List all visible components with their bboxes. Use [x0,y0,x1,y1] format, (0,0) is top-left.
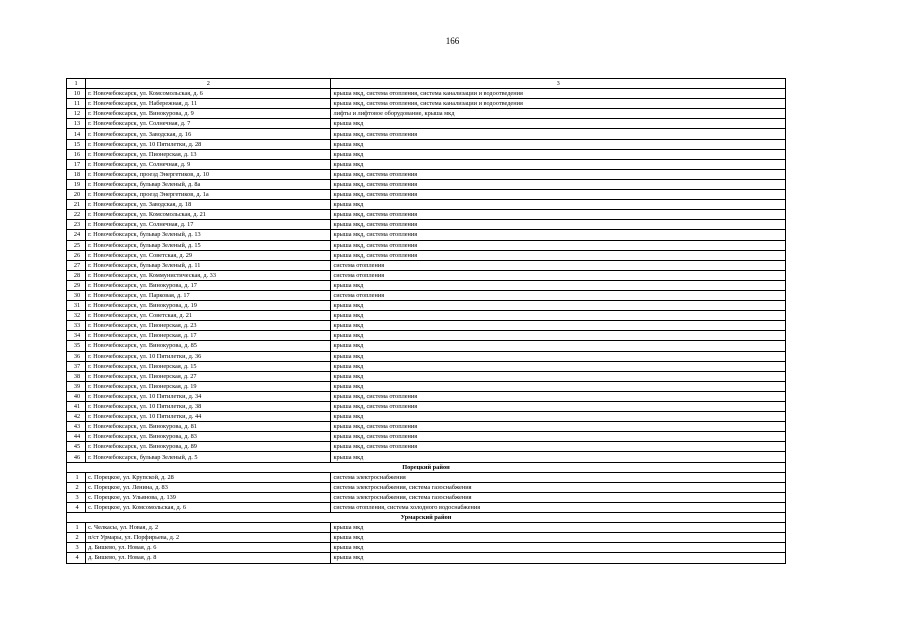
row-address: с. Порецкое, ул. Крупской, д. 28 [86,472,331,482]
row-number: 23 [67,220,86,230]
row-address: г. Новочебоксарск, ул. Заводская, д. 18 [86,200,331,210]
row-work-type: система отопления [331,270,786,280]
row-number: 10 [67,89,86,99]
row-work-type: крыша мкд, система отопления [331,402,786,412]
table-row [67,129,786,139]
row-number: 32 [67,311,86,321]
row-number: 35 [67,341,86,351]
table-row [67,301,786,311]
row-work-type: крыша мкд, система отопления [331,179,786,189]
row-address: г. Новочебоксарск, ул. Пионерская, д. 23 [86,321,331,331]
table-row [67,452,786,462]
table-row [67,331,786,341]
table-row [67,250,786,260]
table-row [67,381,786,391]
row-address: г. Новочебоксарск, ул. 10 Пятилетки, д. 28 [86,139,331,149]
row-number: 13 [67,119,86,129]
row-number: 20 [67,190,86,200]
row-address: г. Новочебоксарск, ул. Парковая, д. 17 [86,290,331,300]
table-row [67,280,786,290]
row-number: 28 [67,270,86,280]
table-row [67,240,786,250]
row-number: 41 [67,402,86,412]
row-number: 39 [67,381,86,391]
row-work-type: крыша мкд, система отопления, система канализации и водоотведения [331,99,786,109]
row-work-type: крыша мкд, система отопления [331,240,786,250]
row-number: 43 [67,422,86,432]
row-work-type: система отопления, система холодного водоснабжения [331,502,786,512]
row-address: с. Порецкое, ул. Ленина, д. 83 [86,482,331,492]
row-work-type: крыша мкд [331,200,786,210]
row-work-type: крыша мкд [331,159,786,169]
table-row [67,502,786,512]
row-number: 3 [67,543,86,553]
row-number: 19 [67,179,86,189]
table-row [67,89,786,99]
table-row [67,200,786,210]
row-address: г. Новочебоксарск, бульвар Зеленый, д. 11 [86,260,331,270]
row-address: г. Новочебоксарск, ул. Винокурова, д. 9 [86,109,331,119]
row-address: г. Новочебоксарск, ул. Советская, д. 29 [86,250,331,260]
row-address: д. Бишево, ул. Новая, д. 8 [86,553,331,563]
table-row [67,311,786,321]
row-work-type: система отопления [331,290,786,300]
row-address: г. Новочебоксарск, ул. Пионерская, д. 15 [86,361,331,371]
row-work-type: крыша мкд, система отопления [331,442,786,452]
row-address: г. Новочебоксарск, ул. Винокурова, д. 89 [86,442,331,452]
table-row [67,442,786,452]
table-row [67,149,786,159]
table-row [67,533,786,543]
row-work-type: крыша мкд, система отопления [331,250,786,260]
row-address: г. Новочебоксарск, ул. Винокурова, д. 17 [86,280,331,290]
row-address: г. Новочебоксарск, ул. Винокурова, д. 81 [86,422,331,432]
row-work-type: система отопления [331,260,786,270]
row-number: 22 [67,210,86,220]
row-work-type: крыша мкд [331,139,786,149]
row-work-type: крыша мкд [331,119,786,129]
row-address: г. Новочебоксарск, ул. Пионерская, д. 13 [86,149,331,159]
table-row [67,290,786,300]
row-number: 14 [67,129,86,139]
row-number: 2 [67,533,86,543]
row-number: 36 [67,351,86,361]
row-number: 42 [67,412,86,422]
row-number: 4 [67,502,86,512]
row-address: г. Новочебоксарск, ул. Комсомольская, д. 6 [86,89,331,99]
row-address: д. Бишево, ул. Новая, д. 6 [86,543,331,553]
table-row [67,159,786,169]
row-number: 21 [67,200,86,210]
row-address: г. Новочебоксарск, ул. 10 Пятилетки, д. 44 [86,412,331,422]
row-work-type: крыша мкд, система отопления [331,422,786,432]
row-number: 16 [67,149,86,159]
row-number: 3 [67,492,86,502]
row-address: г. Новочебоксарск, бульвар Зеленый, д. 13 [86,230,331,240]
row-work-type: крыша мкд [331,452,786,462]
row-address: г. Новочебоксарск, проезд Энергетиков, д. 1а [86,190,331,200]
row-work-type: крыша мкд [331,543,786,553]
row-address: г. Новочебоксарск, ул. 10 Пятилетки, д. 38 [86,402,331,412]
row-number: 1 [67,472,86,482]
row-number: 30 [67,290,86,300]
row-number: 26 [67,250,86,260]
row-work-type: крыша мкд, система отопления [331,432,786,442]
table-row [67,179,786,189]
repair-list-table [66,78,786,564]
row-number: 45 [67,442,86,452]
row-number: 27 [67,260,86,270]
table-row [67,351,786,361]
row-number: 15 [67,139,86,149]
table-row [67,422,786,432]
section-row [67,462,786,472]
row-number: 2 [67,482,86,492]
table-row [67,220,786,230]
row-work-type: крыша мкд, система отопления [331,210,786,220]
row-work-type: крыша мкд [331,321,786,331]
row-number: 29 [67,280,86,290]
row-number: 24 [67,230,86,240]
table-row [67,482,786,492]
row-number: 38 [67,371,86,381]
row-work-type: крыша мкд [331,301,786,311]
row-address: г. Новочебоксарск, ул. Солнечная, д. 7 [86,119,331,129]
section-title: Порецкий район [67,462,786,472]
page-number: 166 [445,36,460,46]
table-row [67,119,786,129]
table-row [67,321,786,331]
table-row [67,139,786,149]
row-address: п/ст Урмары, ул. Порфирьева, д. 2 [86,533,331,543]
row-number: 37 [67,361,86,371]
row-number: 12 [67,109,86,119]
table-row [67,270,786,280]
row-work-type: крыша мкд [331,553,786,563]
table-row [67,260,786,270]
row-number: 18 [67,169,86,179]
row-address: г. Новочебоксарск, ул. Коммунистическая, д. 33 [86,270,331,280]
row-work-type: крыша мкд [331,341,786,351]
table-row [67,210,786,220]
row-number: 25 [67,240,86,250]
row-work-type: крыша мкд [331,371,786,381]
row-work-type: крыша мкд [331,331,786,341]
row-number: 4 [67,553,86,563]
row-address: г. Новочебоксарск, ул. Солнечная, д. 17 [86,220,331,230]
header-col-2: 2 [86,79,331,89]
row-work-type: крыша мкд, система отопления [331,391,786,401]
row-address: г. Новочебоксарск, ул. Советская, д. 21 [86,311,331,321]
row-address: г. Новочебоксарск, ул. Винокурова, д. 83 [86,432,331,442]
row-address: с. Челкасы, ул. Новая, д. 2 [86,523,331,533]
table-row [67,190,786,200]
row-work-type: крыша мкд [331,361,786,371]
row-address: г. Новочебоксарск, ул. Набережная, д. 11 [86,99,331,109]
row-work-type: крыша мкд, система отопления [331,230,786,240]
row-address: г. Новочебоксарск, ул. Пионерская, д. 19 [86,381,331,391]
row-number: 34 [67,331,86,341]
row-address: г. Новочебоксарск, бульвар Зеленый, д. 5 [86,452,331,462]
section-title: Урмарский район [67,513,786,523]
row-address: г. Новочебоксарск, проезд Энергетиков, д. 10 [86,169,331,179]
table-row [67,402,786,412]
row-work-type: система электроснабжения, система газоснабжения [331,482,786,492]
row-address: г. Новочебоксарск, ул. Солнечная, д. 9 [86,159,331,169]
table-row [67,361,786,371]
table-row [67,391,786,401]
table-header-row [67,79,786,89]
row-address: г. Новочебоксарск, бульвар Зеленый, д. 15 [86,240,331,250]
row-number: 40 [67,391,86,401]
table-row [67,523,786,533]
row-number: 33 [67,321,86,331]
row-address: с. Порецкое, ул. Комсомольская, д. 6 [86,502,331,512]
row-work-type: крыша мкд [331,412,786,422]
row-address: г. Новочебоксарск, ул. Винокурова, д. 85 [86,341,331,351]
table-row [67,543,786,553]
row-address: г. Новочебоксарск, ул. Заводская, д. 16 [86,129,331,139]
row-work-type: крыша мкд, система отопления, система канализации и водоотведения [331,89,786,99]
header-col-3: 3 [331,79,786,89]
table-row [67,492,786,502]
table-row [67,230,786,240]
row-address: с. Порецкое, ул. Ульянова, д. 139 [86,492,331,502]
row-work-type: система электроснабжения, система газоснабжения [331,492,786,502]
row-work-type: крыша мкд [331,351,786,361]
section-row [67,513,786,523]
row-address: г. Новочебоксарск, ул. 10 Пятилетки, д. 34 [86,391,331,401]
row-address: г. Новочебоксарск, ул. Винокурова, д. 19 [86,301,331,311]
table-row [67,99,786,109]
table-row [67,371,786,381]
row-work-type: крыша мкд [331,311,786,321]
row-address: г. Новочебоксарск, ул. 10 Пятилетки, д. 36 [86,351,331,361]
table-row [67,432,786,442]
row-number: 44 [67,432,86,442]
table-body [67,79,786,564]
row-work-type: крыша мкд, система отопления [331,129,786,139]
table-row [67,472,786,482]
table-row [67,341,786,351]
table-row [67,169,786,179]
row-work-type: лифты и лифтовое оборудование, крыша мкд [331,109,786,119]
table-row [67,412,786,422]
row-work-type: крыша мкд, система отопления [331,169,786,179]
header-col-1: 1 [67,79,86,89]
row-work-type: крыша мкд [331,533,786,543]
row-work-type: крыша мкд, система отопления [331,190,786,200]
row-address: г. Новочебоксарск, бульвар Зеленый, д. 8а [86,179,331,189]
row-number: 31 [67,301,86,311]
row-address: г. Новочебоксарск, ул. Пионерская, д. 17 [86,331,331,341]
row-work-type: крыша мкд, система отопления [331,220,786,230]
table-row [67,109,786,119]
row-number: 1 [67,523,86,533]
row-work-type: крыша мкд [331,523,786,533]
row-work-type: крыша мкд [331,381,786,391]
row-number: 17 [67,159,86,169]
row-address: г. Новочебоксарск, ул. Комсомольская, д. 21 [86,210,331,220]
table-row [67,553,786,563]
row-number: 46 [67,452,86,462]
row-work-type: крыша мкд [331,280,786,290]
row-work-type: крыша мкд [331,149,786,159]
row-address: г. Новочебоксарск, ул. Пионерская, д. 27 [86,371,331,381]
row-work-type: система электроснабжения [331,472,786,482]
row-number: 11 [67,99,86,109]
